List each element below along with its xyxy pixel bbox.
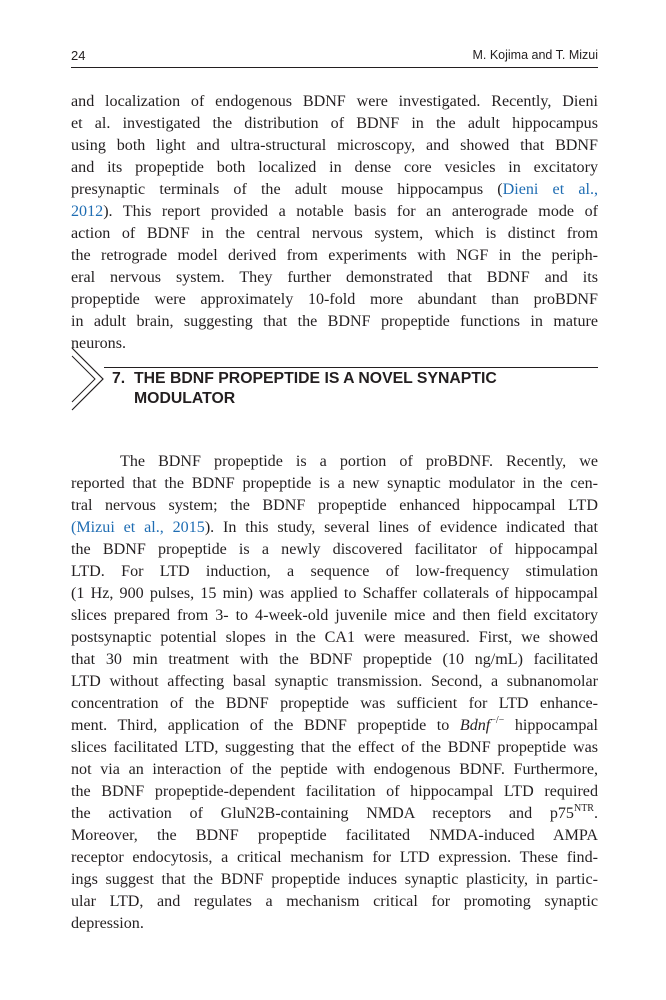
citation-open-paren: (	[71, 519, 77, 536]
text-line	[71, 715, 598, 737]
text-line: slices facilitated LTD, suggesting that the effect of the BDNF propeptide was	[71, 739, 598, 756]
section-title-line2: MODULATOR	[134, 390, 236, 407]
text-line: the retrograde model derived from experiments with NGF in the periph-	[71, 247, 598, 264]
text-line: LTD without affecting basal synaptic transmission. Second, a subnanomolar	[71, 673, 598, 690]
text-line: receptor endocytosis, a critical mechanism for LTD expression. These find-	[71, 849, 598, 866]
text-line: et al. investigated the distribution of BDNF in the adult hippocampus	[71, 115, 598, 132]
text-line: reported that the BDNF propeptide is a new synaptic modulator in the cen-	[71, 475, 598, 492]
citation-link-mizui[interactable]: Mizui et al., 2015	[76, 519, 205, 536]
text-run: .	[593, 805, 598, 822]
text-run: presynaptic terminals of the adult mouse hippocampus (	[71, 181, 503, 198]
gene-name: Bdnf	[459, 717, 491, 734]
text-line: using both light and ultra-structural microscopy, and showed that BDNF	[71, 137, 598, 154]
text-line	[71, 201, 598, 223]
text-line: that 30 min treatment with the BDNF propeptide (10 ng/mL) facilitated	[71, 651, 598, 668]
genotype-superscript: −/−	[490, 715, 505, 726]
paragraph-localization	[71, 91, 598, 355]
text-line: propeptide were approximately 10-fold more abundant than proBDNF	[71, 291, 598, 308]
text-line: action of BDNF in the central nervous system, which is distinct from	[71, 225, 598, 242]
text-line: and its propeptide both localized in dense core vesicles in excitatory	[71, 159, 598, 176]
section-rule	[104, 367, 598, 368]
text-run: the activation of GluN2B-containing NMDA receptors and p75	[71, 805, 574, 822]
text-line: depression.	[71, 915, 144, 932]
text-run: ). This report provided a notable basis for an anterograde mode of	[103, 203, 598, 220]
section-chevron-icon	[71, 347, 105, 411]
section-number: 7.	[112, 370, 126, 387]
paragraph-propeptide	[71, 451, 598, 935]
text-line: The BDNF propeptide is a portion of proBDNF. Recently, we	[120, 453, 598, 470]
text-line: and localization of endogenous BDNF were investigated. Recently, Dieni	[71, 93, 598, 110]
text-line: concentration of the BDNF propeptide was sufficient for LTD enhance-	[71, 695, 598, 712]
text-line: postsynaptic potential slopes in the CA1 were measured. First, we showed	[71, 629, 598, 646]
text-line: LTD. For LTD induction, a sequence of low-frequency stimulation	[71, 563, 598, 580]
text-run: ). In this study, several lines of evidence indicated that	[204, 519, 598, 536]
text-line: neurons.	[71, 335, 126, 352]
citation-link-dieni[interactable]: Dieni et al.,	[502, 181, 598, 198]
text-line: not via an interaction of the peptide with endogenous BDNF. Furthermore,	[71, 761, 598, 778]
text-line: slices prepared from 3- to 4-week-old juvenile mice and then field excitatory	[71, 607, 598, 624]
text-run: ment. Third, application of the BDNF propeptide to	[71, 717, 460, 734]
running-head-authors: M. Kojima and T. Mizui	[472, 48, 598, 62]
text-line: (1 Hz, 900 pulses, 15 min) was applied to Schaffer collaterals of hippocampal	[71, 585, 598, 602]
section-title-line1: THE BDNF PROPEPTIDE IS A NOVEL SYNAPTIC	[134, 370, 497, 387]
page-header	[71, 45, 598, 68]
citation-link-dieni-year[interactable]: 2012	[71, 203, 104, 220]
text-line: ular LTD, and regulates a mechanism critical for promoting synaptic	[71, 893, 598, 910]
text-line: ings suggest that the BDNF propeptide induces synaptic plasticity, in partic-	[71, 871, 598, 888]
text-line: in adult brain, suggesting that the BDNF propeptide functions in mature	[71, 313, 598, 330]
text-line: tral nervous system; the BDNF propeptide enhanced hippocampal LTD	[71, 497, 598, 514]
text-line	[71, 803, 598, 825]
receptor-superscript: NTR	[573, 803, 594, 814]
text-line: the BDNF propeptide is a newly discovered facilitator of hippocampal	[71, 541, 598, 558]
text-line: the BDNF propeptide-dependent facilitation of hippocampal LTD required	[71, 783, 598, 800]
section-heading	[112, 369, 592, 409]
text-line: Moreover, the BDNF propeptide facilitated NMDA-induced AMPA	[71, 827, 598, 844]
text-line	[71, 179, 598, 201]
page-number: 24	[71, 48, 86, 63]
text-run: hippocampal	[504, 717, 598, 734]
text-line: eral nervous system. They further demonstrated that BDNF and its	[71, 269, 598, 286]
text-line	[71, 517, 598, 539]
